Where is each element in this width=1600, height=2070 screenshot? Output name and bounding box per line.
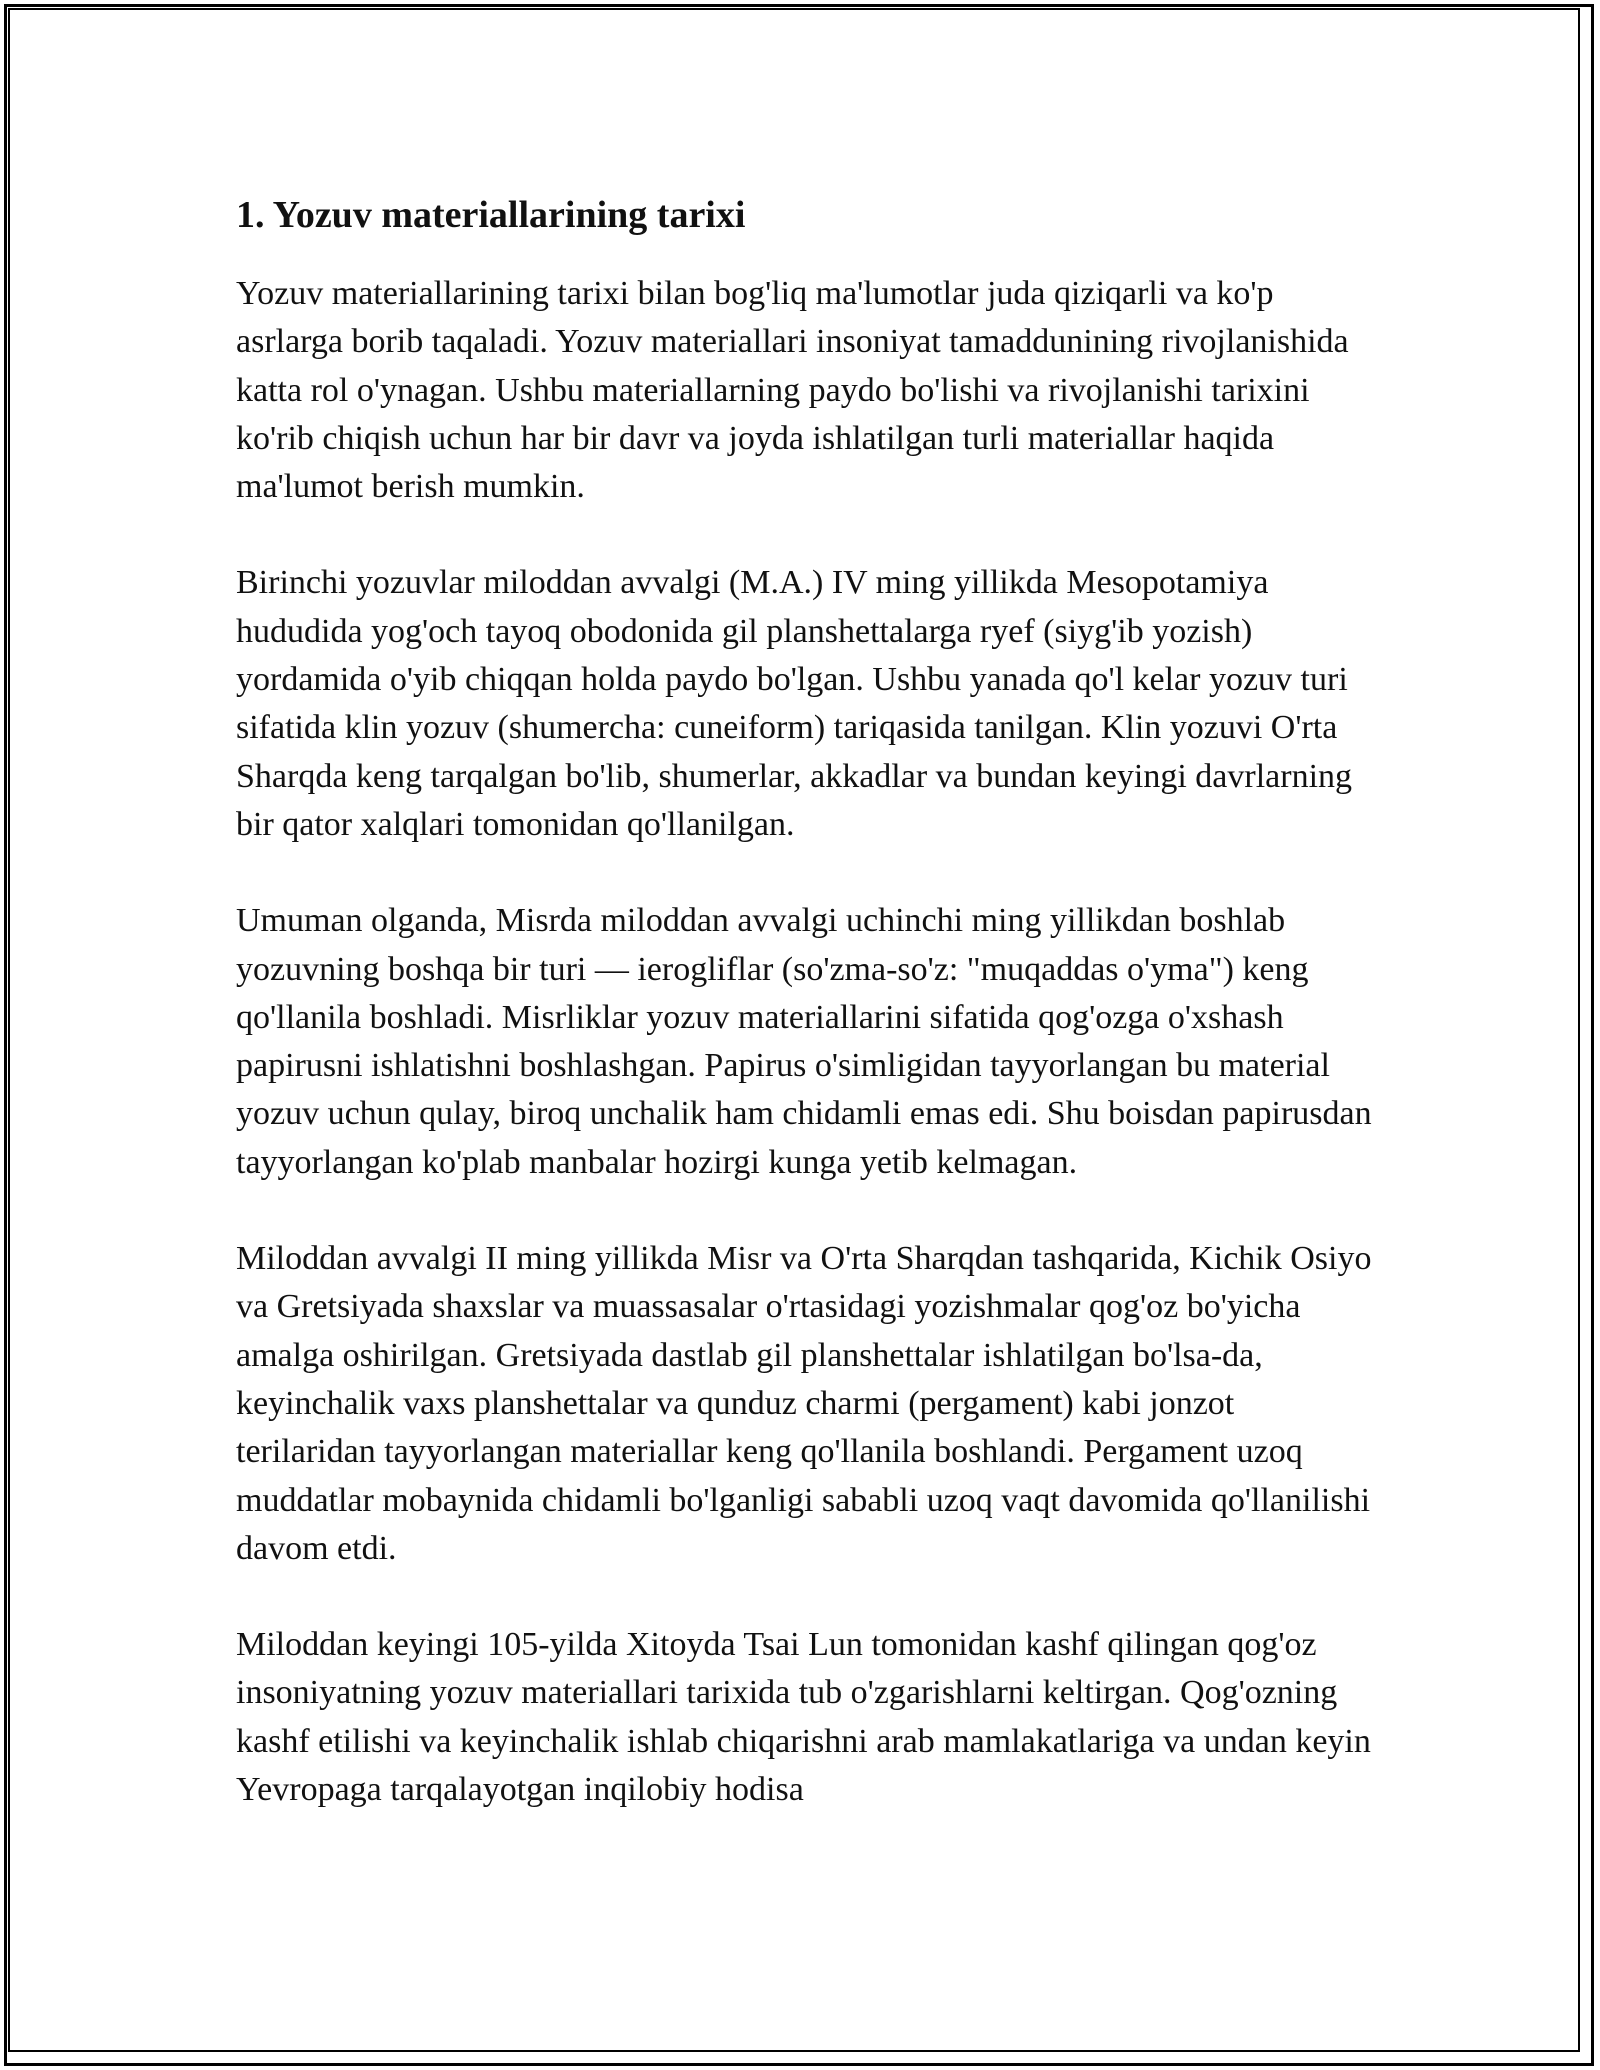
document-body <box>236 182 1376 1862</box>
paragraph-4: Miloddan avvalgi II ming yillikda Misr va O'rta Sharqdan tashqarida, Kichik Osiyo va Gretsiyada shaxslar va muassasalar o'rtasidagi yozishmalar qog'oz bo'yicha amalga oshirilgan. Gretsiyada dastlab gil planshettalar ishlatilgan bo'lsa-da, keyinchalik vaxs planshettalar va qunduz charmi (pergament) kabi jonzot terilaridan tayyorlangan materiallar keng qo'llanila boshlandi. Pergament uzoq muddatlar mobaynida chidamli bo'lganligi sababli uzoq vaqt davomida qo'llanilishi davom etdi. <box>236 1240 1372 1567</box>
paragraph-2: Birinchi yozuvlar miloddan avvalgi (M.A.) IV ming yillikda Mesopotamiya hududida yog'och tayoq obodonida gil planshettalarga ryef (siyg'ib yozish) yordamida o'yib chiqqan holda paydo bo'lgan. Ushbu yanada qo'l kelar yozuv turi sifatida klin yozuv (shumercha: cuneiform) tariqasida tanilgan. Klin yozuvi O'rta Sharqda keng tarqalgan bo'lib, shumerlar, akkadlar va bundan keyingi davrlarning bir qator xalqlari tomonidan qo'llanilgan. <box>236 564 1353 843</box>
paragraph-1: Yozuv materiallarining tarixi bilan bog'liq ma'lumotlar juda qiziqarli va ko'p asrlarga borib taqaladi. Yozuv materiallari insoniyat tamaddunining rivojlanishida katta rol o'ynagan. Ushbu materiallarning paydo bo'lishi va rivojlanishi tarixini ko'rib chiqish uchun har bir davr va joyda ishlatilgan turli materiallar haqida ma'lumot berish mumkin. <box>236 275 1349 506</box>
paragraph-5: Miloddan keyingi 105-yilda Xitoyda Tsai Lun tomonidan kashf qilingan qog'oz insoniyatning yozuv materiallari tarixida tub o'zgarishlarni keltirgan. Qog'ozning kashf etilishi va keyinchalik ishlab chiqarishni arab mamlakatlariga va undan keyin Yevropaga tarqalayotgan inqilobiy hodisa <box>236 1626 1371 1809</box>
paragraph-3: Umuman olganda, Misrda miloddan avvalgi uchinchi ming yillikdan boshlab yozuvning boshqa bir turi — ierogliflar (so'zma-so'z: "muqaddas o'yma") keng qo'llanila boshladi. Misrliklar yozuv materiallarini sifatida qog'ozga o'xshash papirusni ishlatishni boshlashgan. Papirus o'simligidan tayyorlangan bu material yozuv uchun qulay, biroq unchalik ham chidamli emas edi. Shu boisdan papirusdan tayyorlangan ko'plab manbalar hozirgi kunga yetib kelmagan. <box>236 902 1372 1181</box>
section-heading: 1. Yozuv materiallarining tarixi <box>236 194 746 236</box>
